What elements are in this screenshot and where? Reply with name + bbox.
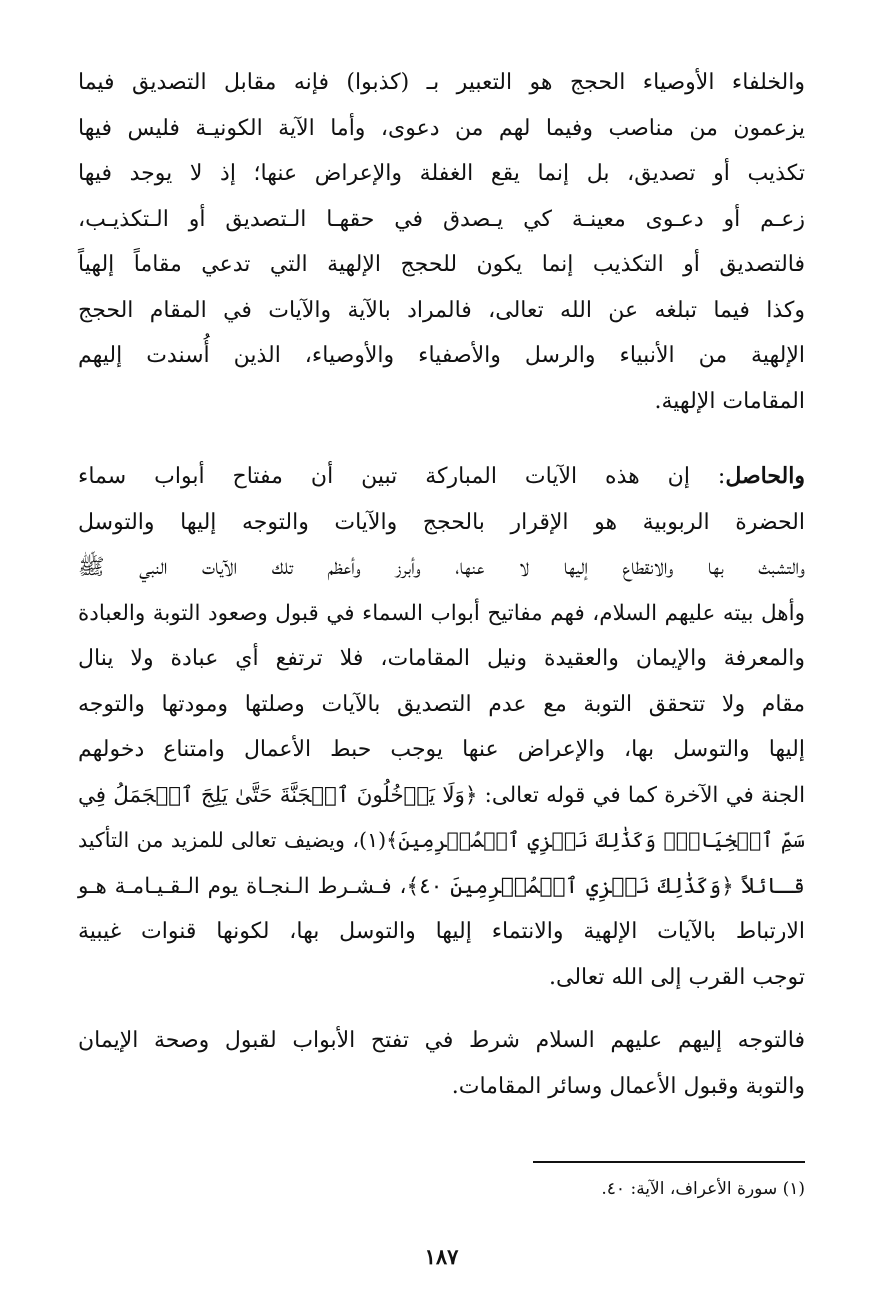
text-line: الإلهية من الأنبياء والرسل والأصفياء والأوصياء، الذين أُسندت إليهم	[78, 343, 805, 368]
text-line-rest: : إن هذه الآيات المباركة تبين أن مفتاح أبواب سماء	[78, 464, 726, 489]
footnote-divider	[533, 1161, 805, 1163]
text-line: إليها والتوسل بها، والإعراض عنها يوجب حبط الأعمال وامتناع دخولهم	[78, 737, 805, 762]
book-page	[78, 60, 805, 1303]
text-line: وأهل بيته عليهم السلام، فهم مفاتيح أبواب السماء في قبول وصعود التوبة والعبادة	[78, 600, 805, 626]
text-line: الارتباط بالآيات الإلهية والانتماء إليها والتوسل بها، لكونها قنوات غيبية	[78, 919, 805, 944]
text-line: فالتصديق أو التكذيب إنما يكون للحجج الإلهية التي تدعي مقاماً إلهياً	[78, 252, 805, 277]
text-line: فالتوجه إليهم عليهم السلام شرط في تفتح الأبواب لقبول وصحة الإيمان	[78, 1028, 805, 1053]
text-line: زعـم أو دعـوى معينـة كي يـصدق في حقهـا الـتصديق أو الـتكذيـب،	[78, 206, 805, 232]
text-line: الجنة في الآخرة كما في قوله تعالى: ﴿وَلَا يَدۡخُلُونَ ٱلۡجَنَّةَ حَتَّىٰ يَلِجَ ٱلۡجَمَلُ فِي	[78, 782, 805, 808]
text-line: مقام ولا تتحقق التوبة مع عدم التصديق بالآيات وصلتها ومودتها والتوجه	[78, 691, 805, 717]
text-line: والمعرفة والإيمان والعقيدة ونيل المقامات، فلا ترتفع أي عبادة ولا ينال	[78, 646, 805, 671]
text-line: يزعمون من مناصب وفيما لهم من دعوى، وأما الآية الكونيـة فليس فيها	[78, 115, 805, 141]
paragraph-3	[78, 1018, 805, 1109]
paragraph-1	[78, 60, 805, 424]
footnote: (١) سورة الأعراف، الآية: ٤٠.	[601, 1179, 805, 1199]
text-line: الحضرة الربوبية هو الإقرار بالحجج والآيات والتوجه إليها والتوسل	[78, 509, 805, 535]
text-line: سَمِّ ٱلۡخِيَاطِۚ وَكَذَٰلِكَ نَجۡزِي ٱلۡمُجۡرِمِينَ﴾(١)، ويضيف تعالى للمزيد من التأكيد	[78, 828, 805, 852]
paragraph-2	[78, 454, 805, 1000]
text-line: قـائلاً ﴿وَكَذَٰلِكَ نَجۡزِي ٱلۡمُجۡرِمِينَ ٤٠﴾، فـشـرط الـنجـاة يوم الـقـيـامـة هـو	[78, 873, 805, 899]
text-line: وكذا فيما تبلغه عن الله تعالى، فالمراد بالآية والآيات في المقام الحجج	[78, 297, 805, 323]
lead-term: والحاصل	[725, 463, 805, 489]
text-line: والتوبة وقبول الأعمال وسائر المقامات.	[451, 1073, 805, 1099]
text-line	[78, 454, 805, 500]
text-line: توجب القرب إلى الله تعالى.	[549, 964, 805, 990]
text-line: والخلفاء الأوصياء الحجج هو التعبير بـ (كذبوا) فإنه مقابل التصديق فيما	[78, 70, 805, 95]
page-number: ١٨٧	[424, 1244, 459, 1269]
text-line: المقامات الإلهية.	[654, 388, 805, 414]
text-line: تكذيب أو تصديق، بل إنما يقع الغفلة والإعراض عنها؛ إذ لا يوجد فيها	[78, 161, 805, 186]
text-line: والتشبث بها والانقطاع إليها لا عنها، وأبرز وأعظم تلك الآيات النبي ﷺ	[78, 555, 805, 580]
